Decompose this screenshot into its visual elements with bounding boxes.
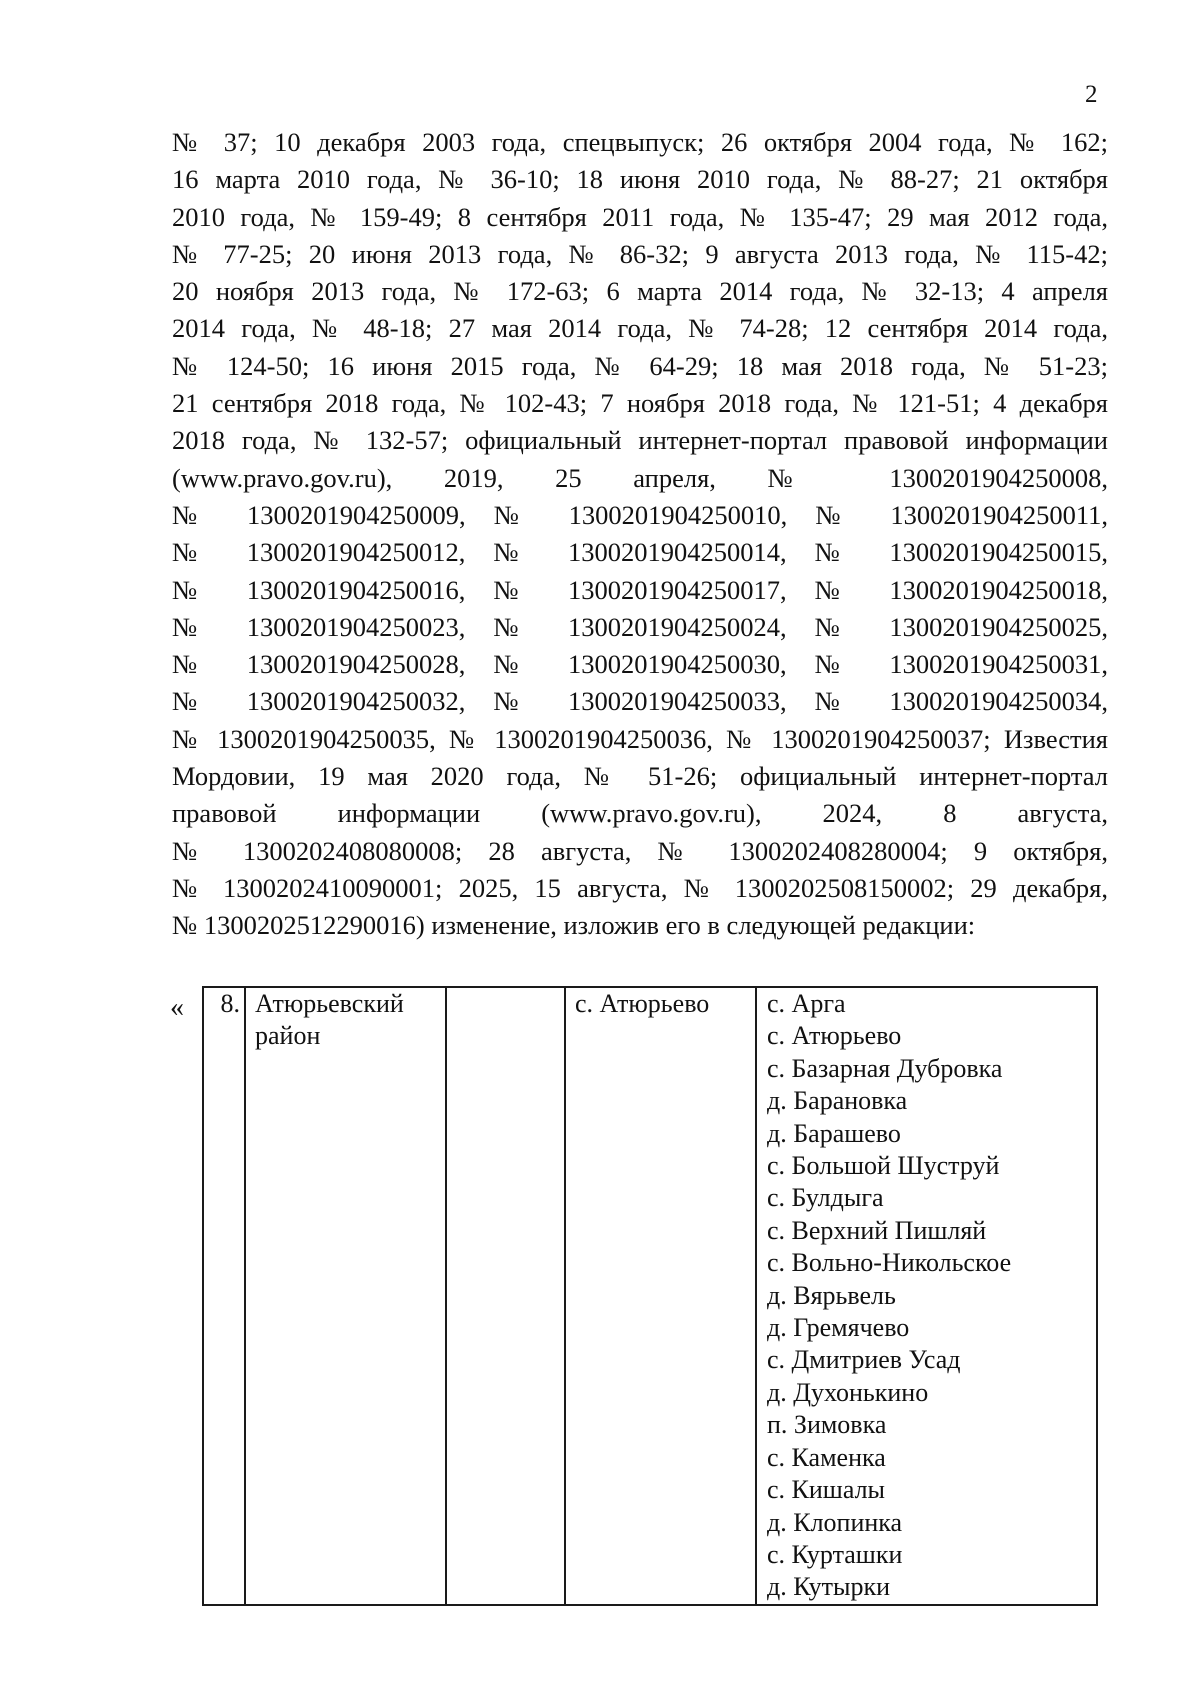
text-line: правовой информации (www.pravo.gov.ru), 2024, 8 августа, xyxy=(172,798,1108,829)
district-name xyxy=(245,987,446,1605)
opening-quote: « xyxy=(170,992,184,1023)
list-item: д. Барашево xyxy=(767,1118,901,1148)
district-name-line: район xyxy=(255,1021,321,1051)
empty-cell xyxy=(446,987,565,1605)
page-number: 2 xyxy=(1085,81,1098,108)
district-name-line: Атюрьевский xyxy=(255,989,404,1018)
text-line: Мордовии, 19 мая 2020 года, № 51-26; официальный интернет-портал xyxy=(172,761,1108,792)
list-item: с. Курташки xyxy=(767,1539,903,1569)
list-item: д. Вярьвель xyxy=(767,1280,896,1310)
list-item: с. Кишалы xyxy=(767,1475,886,1505)
text-line: № 1300201904250009, № 1300201904250010, № 1300201904250011, xyxy=(172,499,1108,530)
list-item: с. Большой Шуструй xyxy=(767,1151,1000,1181)
text-line: 20 ноября 2013 года, № 172-63; 6 марта 2014 года, № 32-13; 4 апреля xyxy=(172,276,1108,307)
amendment-text xyxy=(172,124,1108,945)
text-line: 2010 года, № 159-49; 8 сентября 2011 года, № 135-47; 29 мая 2012 года, xyxy=(172,201,1108,232)
admin-center-name: с. Атюрьево xyxy=(575,989,710,1018)
list-item: с. Арга xyxy=(767,989,846,1018)
list-item: п. Зимовка xyxy=(767,1410,887,1440)
row-number: 8. xyxy=(203,987,245,1605)
text-line: № 1300201904250035, № 1300201904250036, № 1300201904250037; Известия xyxy=(172,723,1108,754)
text-line: № 1300202408080008; 28 августа, № 1300202408280004; 9 октября, xyxy=(172,835,1108,866)
list-item: с. Атюрьево xyxy=(767,1021,902,1051)
text-line: № 1300202512290016) изменение, изложив его в следующей редакции: xyxy=(172,910,976,941)
text-line: № 1300201904250012, № 1300201904250014, № 1300201904250015, xyxy=(172,537,1108,568)
text-line: 2018 года, № 132-57; официальный интернет-портал правовой информации xyxy=(172,425,1108,456)
table-row xyxy=(203,987,1097,1605)
text-line: № 1300201904250023, № 1300201904250024, № 1300201904250025, xyxy=(172,611,1108,642)
text-line: 2014 года, № 48-18; 27 мая 2014 года, № 74-28; 12 сентября 2014 года, xyxy=(172,313,1108,344)
settlements-list xyxy=(756,987,1097,1605)
text-line: 21 сентября 2018 года, № 102-43; 7 ноября 2018 года, № 121-51; 4 декабря xyxy=(172,388,1108,419)
text-line: № 124-50; 16 июня 2015 года, № 64-29; 18 мая 2018 года, № 51-23; xyxy=(172,350,1108,381)
text-line: № 37; 10 декабря 2003 года, спецвыпуск; 26 октября 2004 года, № 162; xyxy=(172,127,1108,157)
list-item: с. Базарная Дубровка xyxy=(767,1053,1003,1083)
list-item: д. Барановка xyxy=(767,1086,908,1116)
text-line: 16 марта 2010 года, № 36-10; 18 июня 2010 года, № 88-27; 21 октября xyxy=(172,164,1108,195)
list-item: д. Духонькино xyxy=(767,1377,929,1407)
text-line: № 1300201904250032, № 1300201904250033, № 1300201904250034, xyxy=(172,686,1108,717)
text-line: № 1300202410090001; 2025, 15 августа, № 1300202508150002; 29 декабря, xyxy=(172,872,1108,903)
list-item: д. Гремячево xyxy=(767,1313,910,1343)
list-item: д. Кутырки xyxy=(767,1572,890,1602)
district-table xyxy=(202,986,1098,1606)
text-line: (www.pravo.gov.ru), 2019, 25 апреля, № 1300201904250008, xyxy=(172,462,1108,493)
admin-center xyxy=(565,987,756,1605)
list-item: с. Дмитриев Усад xyxy=(767,1345,961,1375)
list-item: с. Вольно-Никольское xyxy=(767,1248,1012,1278)
list-item: с. Каменка xyxy=(767,1442,886,1472)
list-item: с. Верхний Пишляй xyxy=(767,1215,987,1245)
list-item: с. Булдыга xyxy=(767,1183,884,1213)
text-line: № 77-25; 20 июня 2013 года, № 86-32; 9 августа 2013 года, № 115-42; xyxy=(172,238,1108,269)
list-item: д. Клопинка xyxy=(767,1507,903,1537)
text-line: № 1300201904250028, № 1300201904250030, № 1300201904250031, xyxy=(172,649,1108,680)
text-line: № 1300201904250016, № 1300201904250017, № 1300201904250018, xyxy=(172,574,1108,605)
